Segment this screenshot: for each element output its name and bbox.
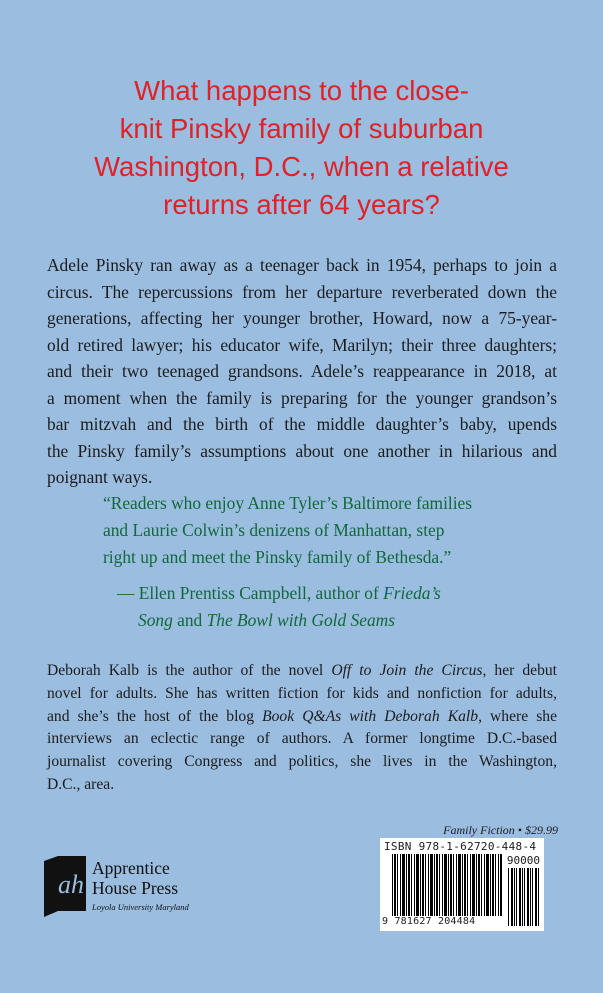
endorsement-quote	[103, 490, 563, 571]
barcode-digits: 9 781627 204484	[382, 916, 476, 927]
bio-text: , her debut	[482, 662, 557, 679]
blurb-line: a moment when the family is preparing for the younger grandson’s	[47, 387, 557, 408]
bio-line	[47, 706, 557, 729]
publisher-logo	[40, 853, 210, 923]
publisher-name-line-1: Apprentice	[92, 858, 170, 878]
attribution-title-1-part-2: Song	[138, 610, 173, 630]
bio-blog-title: Book Q&As with Deborah Kalb	[262, 707, 479, 725]
quote-line: and Laurie Colwin’s denizens of Manhattan, step	[103, 520, 445, 540]
blurb-line: generations, affecting her younger brother, Howard, now a 75-year-	[47, 308, 557, 328]
bio-line: novel for adults. She has written fiction for kids and nonfiction for adults,	[47, 684, 557, 702]
publisher-name-line-2: House Press	[92, 878, 179, 898]
attribution-prefix: — Ellen Prentiss Campbell, author of	[117, 583, 384, 603]
quote-line: right up and meet the Pinsky family of Bethesda.”	[103, 547, 452, 567]
bio-novel-title: Off to Join the Circus	[331, 662, 483, 679]
bio-line: journalist covering Congress and politics, she lives in the Washington,	[47, 753, 557, 771]
barcode-bars	[392, 854, 502, 916]
apprentice-house-book-icon	[40, 853, 88, 921]
headline-line: Washington, D.C., when a relative	[94, 151, 509, 182]
blurb-line: circus. The repercussions from her departure reverberated down the	[47, 281, 557, 302]
svg-text:ah: ah	[58, 870, 84, 899]
attribution-line-1	[117, 580, 441, 607]
book-blurb	[47, 252, 557, 491]
bio-line	[47, 660, 557, 683]
bio-text: Deborah Kalb is the author of the novel	[47, 662, 332, 679]
genre-price: Family Fiction • $29.99	[443, 823, 558, 837]
blurb-line: and their two teenaged grandsons. Adele’s reappearance in 2018, at	[47, 361, 557, 381]
bio-text: , where she	[478, 707, 558, 725]
blurb-line: Adele Pinsky ran away as a teenager back in 1954, perhaps to join a	[47, 255, 557, 275]
headline-line: What happens to the close-	[134, 75, 469, 106]
headline-line: returns after 64 years?	[163, 189, 440, 220]
attribution-line-2	[117, 607, 441, 634]
bio-line: D.C., area.	[47, 775, 115, 793]
publisher-university: Loyola University Maryland	[92, 902, 189, 912]
bio-text: and she’s the host of the blog	[47, 707, 263, 725]
publisher-name	[92, 858, 178, 898]
quote-line: “Readers who enjoy Anne Tyler’s Baltimore families	[103, 493, 473, 513]
attribution-title-1-part-1: Frieda’s	[383, 583, 441, 603]
author-bio	[47, 660, 557, 797]
headline-line: knit Pinsky family of suburban	[119, 113, 484, 144]
barcode-addon-number: 90000	[506, 854, 540, 867]
isbn-number: ISBN 978-1-62720-448-4	[384, 840, 537, 853]
bio-line: interviews an eclectic range of authors. A former longtime D.C.-based	[47, 730, 557, 748]
blurb-line: old retired lawyer; his educator wife, Marilyn; their three daughters;	[47, 334, 557, 355]
attribution-title-2: The Bowl with Gold Seams	[206, 610, 395, 630]
barcode-addon-bars	[508, 868, 540, 926]
quote-attribution	[117, 580, 441, 634]
blurb-line: bar mitzvah and the birth of the middle daughter’s baby, upends	[47, 414, 557, 434]
headline	[40, 72, 563, 224]
blurb-line: poignant ways.	[47, 467, 153, 487]
blurb-line: the Pinsky family’s assumptions about one another in hilarious and	[47, 440, 557, 461]
isbn-barcode	[380, 838, 544, 931]
attribution-and: and	[172, 610, 207, 630]
